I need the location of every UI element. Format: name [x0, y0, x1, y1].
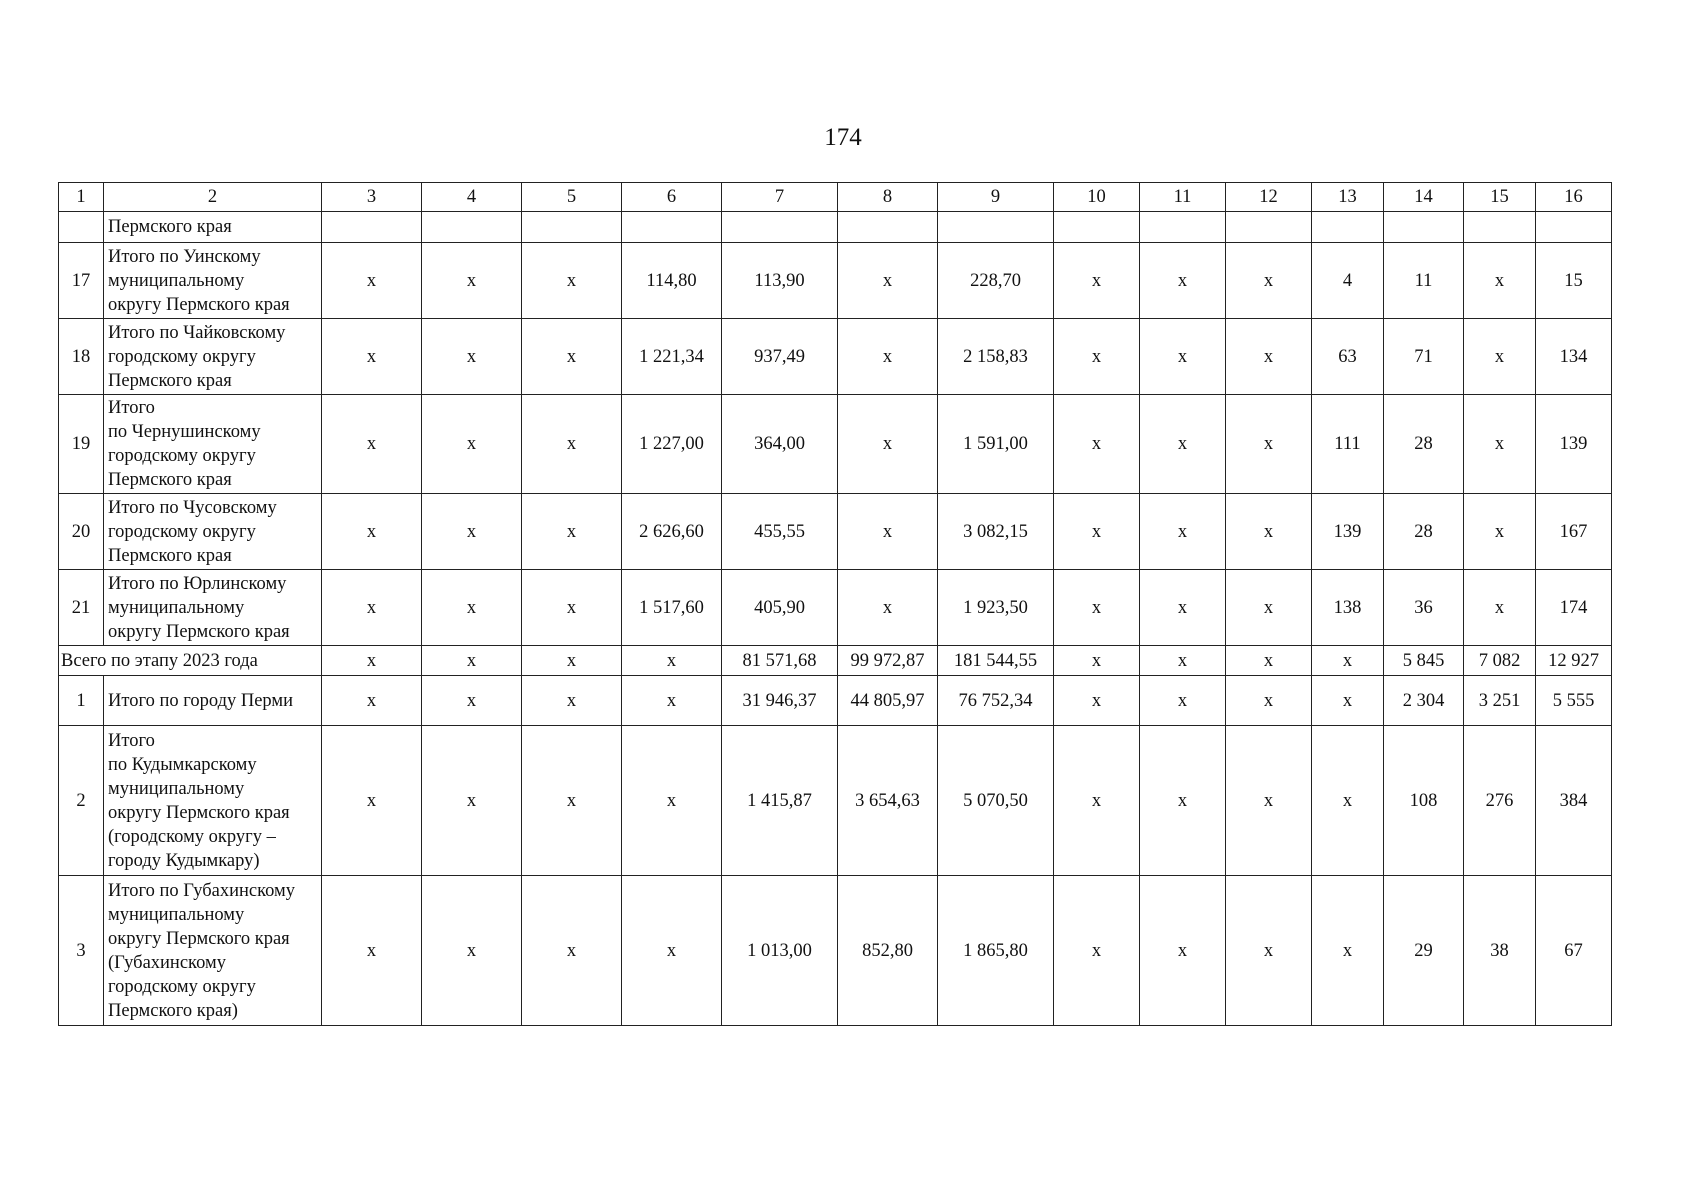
table-cell: 2 626,60	[622, 494, 722, 570]
table-cell: х	[322, 494, 422, 570]
table-cell: х	[522, 570, 622, 646]
table-cell	[1464, 212, 1536, 243]
table-cell: 1 415,87	[722, 726, 838, 876]
table-cell: 15	[1536, 243, 1612, 319]
row-name-cell: Итого по Чайковскому городскому округу Пермского края	[104, 319, 322, 395]
table-cell: 29	[1384, 876, 1464, 1026]
table-cell: х	[1054, 395, 1140, 494]
table-cell: 99 972,87	[838, 646, 938, 676]
table-cell: 364,00	[722, 395, 838, 494]
header-cell: 8	[838, 183, 938, 212]
row-name-cell: Итого по Губахинскому муниципальному округу Пермского края (Губахинскому городскому округу Пермского края)	[104, 876, 322, 1026]
table-cell: х	[1054, 494, 1140, 570]
table-cell: 228,70	[938, 243, 1054, 319]
table-cell: 111	[1312, 395, 1384, 494]
table-cell: х	[422, 676, 522, 726]
table-cell: х	[322, 646, 422, 676]
table-cell: х	[422, 494, 522, 570]
header-cell: 5	[522, 183, 622, 212]
table-cell: х	[522, 243, 622, 319]
table-cell: 174	[1536, 570, 1612, 646]
table-cell: 1 923,50	[938, 570, 1054, 646]
table-cell: 44 805,97	[838, 676, 938, 726]
row-number-cell: 17	[59, 243, 104, 319]
table-cell: х	[1226, 395, 1312, 494]
table-cell: 38	[1464, 876, 1536, 1026]
row-name-cell: Итого по Юрлинскому муниципальному округу Пермского края	[104, 570, 322, 646]
table-cell	[838, 212, 938, 243]
table-cell: х	[1226, 243, 1312, 319]
table-cell	[1312, 212, 1384, 243]
table-cell: 67	[1536, 876, 1612, 1026]
table-cell: 1 221,34	[622, 319, 722, 395]
header-cell: 2	[104, 183, 322, 212]
page-number: 174	[824, 124, 862, 151]
table-cell: х	[522, 494, 622, 570]
table-cell: х	[1140, 243, 1226, 319]
column-number-row	[59, 183, 1612, 212]
table-cell: х	[522, 395, 622, 494]
table-cell: х	[522, 676, 622, 726]
table-cell: х	[1464, 319, 1536, 395]
table-cell: 405,90	[722, 570, 838, 646]
table-cell: х	[322, 726, 422, 876]
table-cell	[1384, 212, 1464, 243]
table-cell: 31 946,37	[722, 676, 838, 726]
table-cell: 28	[1384, 395, 1464, 494]
table-cell: х	[838, 319, 938, 395]
table-cell: х	[1140, 676, 1226, 726]
table-cell: 1 865,80	[938, 876, 1054, 1026]
table-row	[59, 570, 1612, 646]
table-cell: 139	[1312, 494, 1384, 570]
table-cell: х	[1312, 726, 1384, 876]
row-name-cell: Итого по Уинскому муниципальному округу Пермского края	[104, 243, 322, 319]
table-cell: х	[1464, 395, 1536, 494]
table-cell: 81 571,68	[722, 646, 838, 676]
table-cell: х	[522, 726, 622, 876]
table-cell: х	[1140, 570, 1226, 646]
table-cell	[522, 212, 622, 243]
table-cell: х	[1464, 494, 1536, 570]
table-cell: х	[322, 570, 422, 646]
table-cell: х	[1054, 676, 1140, 726]
table-cell: х	[1054, 726, 1140, 876]
table-cell: х	[1054, 876, 1140, 1026]
table-row	[59, 876, 1612, 1026]
table-cell	[422, 212, 522, 243]
table-cell	[722, 212, 838, 243]
table-cell: 937,49	[722, 319, 838, 395]
table-cell: х	[1226, 570, 1312, 646]
table-cell: х	[1140, 494, 1226, 570]
table-cell: 2 304	[1384, 676, 1464, 726]
header-cell: 1	[59, 183, 104, 212]
table-cell: 139	[1536, 395, 1612, 494]
table-cell	[59, 212, 104, 243]
table-cell: х	[422, 570, 522, 646]
table-cell: х	[1226, 646, 1312, 676]
table-cell: х	[522, 319, 622, 395]
table-cell: 3 251	[1464, 676, 1536, 726]
table-cell: х	[1464, 243, 1536, 319]
table-cell: 108	[1384, 726, 1464, 876]
table-cell: х	[1312, 646, 1384, 676]
table-cell: 1 591,00	[938, 395, 1054, 494]
table-cell: х	[322, 876, 422, 1026]
table-body-2023-rows	[59, 676, 1612, 1026]
table-cell: х	[422, 243, 522, 319]
header-cell: 13	[1312, 183, 1384, 212]
table-cell: х	[1226, 319, 1312, 395]
table-cell: х	[322, 676, 422, 726]
table-cell: 455,55	[722, 494, 838, 570]
table-cell: 5 070,50	[938, 726, 1054, 876]
row-name-cell: Итого по Чусовскому городскому округу Пермского края	[104, 494, 322, 570]
table-cell	[322, 212, 422, 243]
table-cell: х	[422, 395, 522, 494]
table-cell: х	[422, 646, 522, 676]
table-cell: х	[622, 726, 722, 876]
table-cell: х	[1054, 646, 1140, 676]
table-cell: 167	[1536, 494, 1612, 570]
table-cell: х	[1140, 726, 1226, 876]
table-cell: х	[1140, 395, 1226, 494]
row-name-cell: Итого по Чернушинскому городскому округу Пермского края	[104, 395, 322, 494]
table-cell: х	[1226, 876, 1312, 1026]
table-cell	[622, 212, 722, 243]
table-cell: 852,80	[838, 876, 938, 1026]
data-table	[58, 182, 1612, 1026]
table-cell: х	[322, 395, 422, 494]
table-cell: 76 752,34	[938, 676, 1054, 726]
table-row	[59, 243, 1612, 319]
table-cell: х	[622, 646, 722, 676]
table-cell: х	[522, 876, 622, 1026]
table-cell: х	[838, 395, 938, 494]
table-cell: х	[1226, 494, 1312, 570]
table-cell: х	[1312, 876, 1384, 1026]
table-row	[59, 676, 1612, 726]
header-cell: 14	[1384, 183, 1464, 212]
header-cell: 15	[1464, 183, 1536, 212]
table-cell: х	[1054, 570, 1140, 646]
table-cell: 3 082,15	[938, 494, 1054, 570]
table-cell: х	[1226, 676, 1312, 726]
header-cell: 3	[322, 183, 422, 212]
table-cell: 1 227,00	[622, 395, 722, 494]
table-cell: 5 845	[1384, 646, 1464, 676]
table-cell: х	[838, 243, 938, 319]
header-cell: 10	[1054, 183, 1140, 212]
table-cell: 2 158,83	[938, 319, 1054, 395]
table-cell: х	[1464, 570, 1536, 646]
table-cell: х	[838, 570, 938, 646]
table-cell	[1140, 212, 1226, 243]
table-cell: х	[1140, 646, 1226, 676]
table-cell: 138	[1312, 570, 1384, 646]
table-cell: х	[422, 726, 522, 876]
table-cell: 7 082	[1464, 646, 1536, 676]
table-cell: 4	[1312, 243, 1384, 319]
table-cell: 1 517,60	[622, 570, 722, 646]
table-row	[59, 395, 1612, 494]
header-cell: 4	[422, 183, 522, 212]
row-number-cell: 2	[59, 726, 104, 876]
table-cell: 134	[1536, 319, 1612, 395]
table-cell: 181 544,55	[938, 646, 1054, 676]
table-body-total	[59, 646, 1612, 676]
header-cell: 7	[722, 183, 838, 212]
table-cell: х	[422, 876, 522, 1026]
header-cell: 9	[938, 183, 1054, 212]
table-row	[59, 726, 1612, 876]
continuation-row	[59, 212, 1612, 243]
row-number-cell: 21	[59, 570, 104, 646]
table-cell: 1 013,00	[722, 876, 838, 1026]
table-cell: 11	[1384, 243, 1464, 319]
table-cell: х	[1140, 319, 1226, 395]
table-cell	[938, 212, 1054, 243]
table-cell: х	[1140, 876, 1226, 1026]
table-cell: х	[622, 876, 722, 1026]
header-cell: 12	[1226, 183, 1312, 212]
row-number-cell: 3	[59, 876, 104, 1026]
row-name-cell: Пермского края	[104, 212, 322, 243]
row-number-cell: 18	[59, 319, 104, 395]
total-label-cell: Всего по этапу 2023 года	[59, 646, 322, 676]
table-row	[59, 319, 1612, 395]
table-row	[59, 494, 1612, 570]
row-name-cell: Итого по Кудымкарскому муниципальному округу Пермского края (городскому округу – городу Кудымкару)	[104, 726, 322, 876]
table-cell	[1536, 212, 1612, 243]
table-cell: х	[1054, 319, 1140, 395]
table-cell: 276	[1464, 726, 1536, 876]
table-cell: 71	[1384, 319, 1464, 395]
table-cell: 12 927	[1536, 646, 1612, 676]
row-number-cell: 20	[59, 494, 104, 570]
table-cell: 114,80	[622, 243, 722, 319]
table-cell: х	[322, 319, 422, 395]
table-cell: 5 555	[1536, 676, 1612, 726]
table-cell: 63	[1312, 319, 1384, 395]
table-cell: х	[622, 676, 722, 726]
table-cell: х	[1054, 243, 1140, 319]
table-cell: 3 654,63	[838, 726, 938, 876]
header-cell: 16	[1536, 183, 1612, 212]
header-cell: 6	[622, 183, 722, 212]
row-name-cell: Итого по городу Перми	[104, 676, 322, 726]
table-cell: х	[1226, 726, 1312, 876]
row-number-cell: 19	[59, 395, 104, 494]
table-cell: х	[1312, 676, 1384, 726]
table-cell: 113,90	[722, 243, 838, 319]
table-cell: х	[322, 243, 422, 319]
table-cell: 36	[1384, 570, 1464, 646]
row-number-cell: 1	[59, 676, 104, 726]
table-cell: х	[838, 494, 938, 570]
table-body-2022-rows	[59, 243, 1612, 646]
header-cell: 11	[1140, 183, 1226, 212]
table-cell: х	[422, 319, 522, 395]
table-cell	[1054, 212, 1140, 243]
table-cell: х	[522, 646, 622, 676]
table-cell: 28	[1384, 494, 1464, 570]
total-row	[59, 646, 1612, 676]
table-cell: 384	[1536, 726, 1612, 876]
table-cell	[1226, 212, 1312, 243]
